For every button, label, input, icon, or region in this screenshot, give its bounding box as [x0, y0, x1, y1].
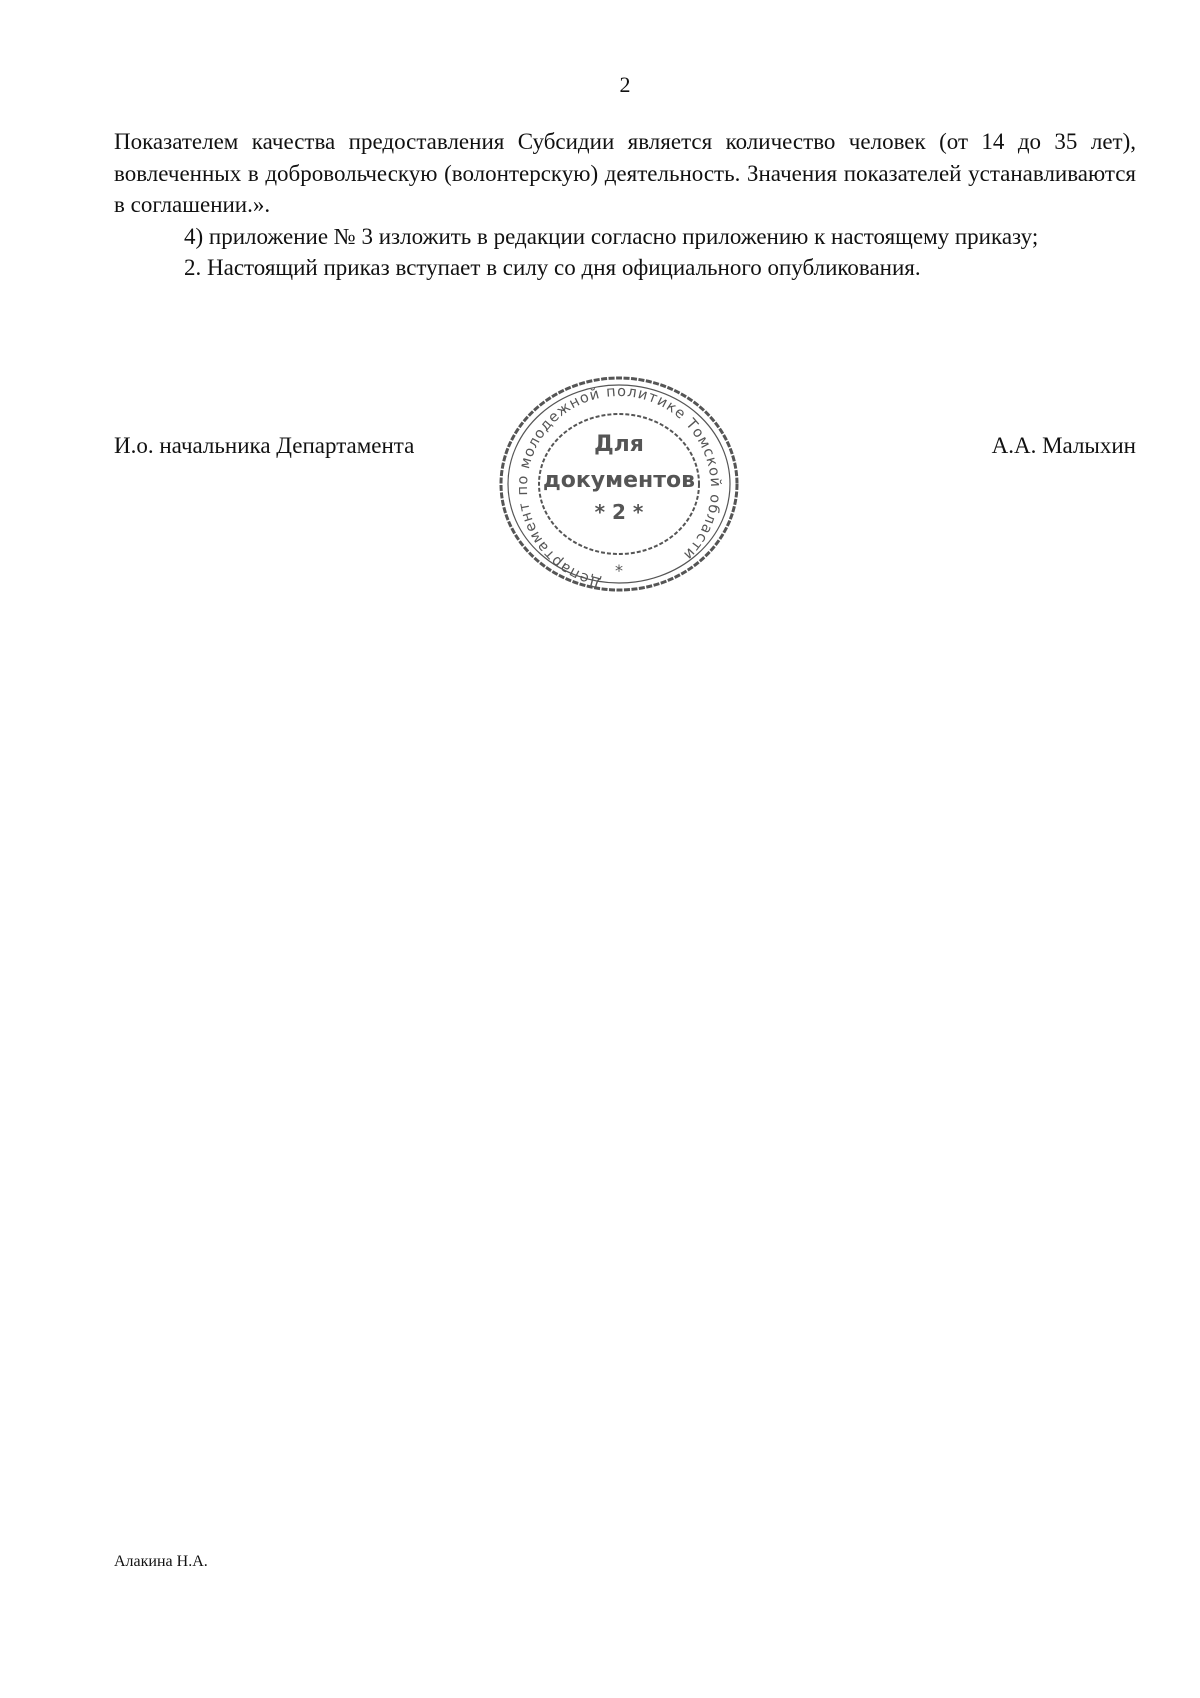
stamp-line-3: * 2 *	[594, 500, 644, 524]
official-stamp	[496, 373, 742, 595]
executor-name: Алакина Н.А.	[114, 1553, 208, 1570]
signatory-name: А.А. Малыхин	[991, 433, 1136, 458]
paragraph-appendix: 4) приложение № 3 изложить в редакции согласно приложению к настоящему приказу;	[184, 223, 1039, 249]
signatory-title: И.о. начальника Департамента	[114, 433, 415, 458]
body-text	[114, 126, 1136, 284]
paragraph-quality-indicator: Показателем качества предоставления Субсидии является количество человек (от 14 до 35 лет), вовлеченных в добровольческую (волонтерскую) деятельность. Значения показателей устанавливаются в соглашении.».	[114, 129, 1136, 217]
stamp-line-1: Для	[594, 432, 644, 457]
paragraph-effective-date: 2. Настоящий приказ вступает в силу со дня официального опубликования.	[184, 255, 921, 280]
stamp-bottom-star: *	[615, 561, 623, 580]
page-number: 2	[619, 72, 631, 97]
stamp-ring-text: Департамент по молодежной политике Томской области	[514, 383, 724, 591]
stamp-line-2: документов	[542, 468, 696, 493]
